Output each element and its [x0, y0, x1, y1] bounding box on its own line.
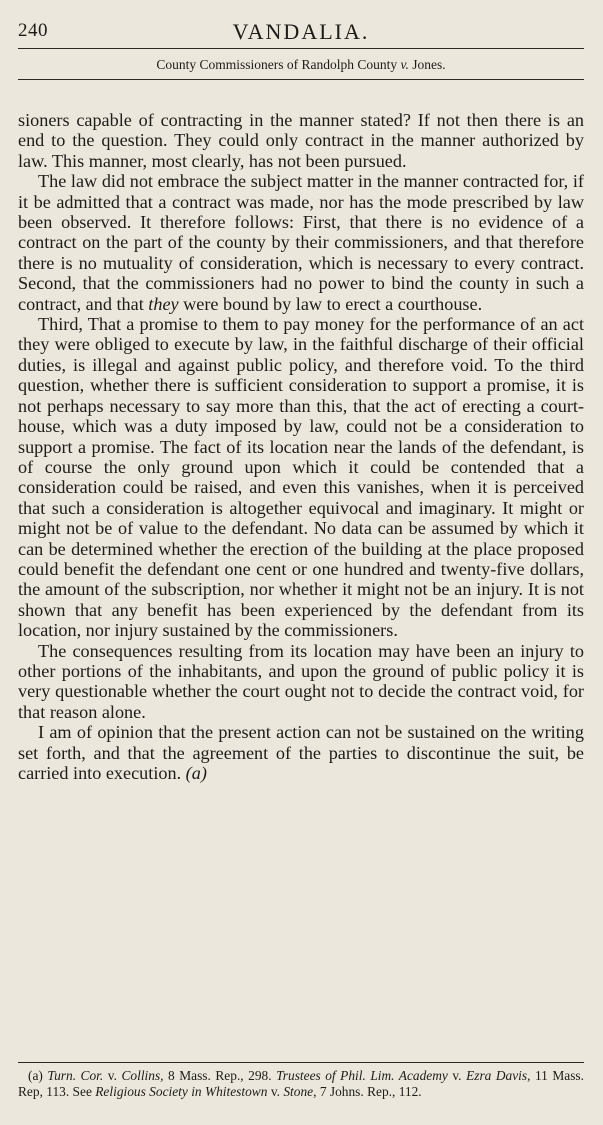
footnote-text — [18, 1068, 584, 1099]
footnote-case3-citation: 7 Johns. Rep., 112. — [319, 1083, 422, 1099]
paragraph-4: The consequences resulting from its location may have been an injury to other portions of the inhabitants, and upon the ground of public policy it is very questionable whether the court ought not to decide the contract void, for that reason alone. — [18, 640, 584, 722]
case-caption — [18, 49, 584, 79]
opinion-text — [18, 110, 584, 783]
paragraph-2-emphasis: they — [148, 293, 179, 314]
footnote-case1-party: Collins, — [121, 1068, 164, 1083]
footnote-case1-versus: v. — [107, 1068, 117, 1083]
page-number: 240 — [18, 20, 48, 41]
footnote-case2-party: Ezra Davis, — [466, 1068, 531, 1083]
footnote-case3-name: Religious Society in Whitestown — [95, 1083, 268, 1099]
running-head — [18, 18, 584, 48]
caption-rule — [18, 79, 584, 80]
footnote — [18, 1068, 584, 1099]
footnote-case3-party: Stone, — [283, 1083, 317, 1099]
paragraph-1: sioners capable of contracting in the manner stated? If not then there is an end to the question. They could only contract in the manner authorized by law. This manner, most clearly, has not been pursued. — [18, 110, 584, 171]
footnote-rule — [18, 1062, 584, 1063]
footnote-case2-versus: v. — [452, 1068, 462, 1083]
case-versus: v. — [400, 57, 409, 72]
footnote-case3-versus: v. — [270, 1083, 280, 1099]
case-defendant: Jones. — [412, 57, 446, 72]
footnote-case1-citation: 8 Mass. Rep., 298. — [168, 1068, 272, 1083]
paragraph-2-end: were bound by law to erect a courthouse. — [183, 293, 483, 314]
footnote-reference: (a) — [185, 763, 207, 783]
footnote-case2-citation: 11 Mass. Rep, 113. See — [18, 1068, 584, 1099]
footnote-case1-name: Turn. Cor. — [47, 1068, 104, 1083]
case-plaintiff: County Commissioners of Randolph County — [156, 57, 398, 72]
footnote-case2-name: Trustees of Phil. Lim. Academy — [276, 1068, 448, 1083]
running-title: VANDALIA. — [232, 19, 370, 44]
footnote-marker: (a) — [28, 1068, 43, 1083]
paragraph-2-text: The law did not embrace the subject matter in the manner contracted for, if it be admitted that a contract was made, nor has the mode prescribed by law been observed. It therefore follows: First, that there is no evidence of a contract on the part of the county by their commissioners, and that therefore there is no mutuality of consideration, which is necessary to every contract. Second, that the commissioners had no power to bind the county in such a contract, and that — [18, 171, 584, 314]
book-page — [18, 18, 584, 1118]
paragraph-5-text: I am of opinion that the present action can not be sustained on the writing set forth, and that the agreement of the parties to discontinue the suit, be carried into execution. — [18, 722, 584, 783]
paragraph-2 — [18, 171, 584, 314]
paragraph-3: Third, That a promise to them to pay money for the performance of an act they were obliged to execute by law, in the faithful discharge of their official duties, is illegal and against public policy, and therefore void. To the third question, whether there is sufficient consideration to support a promise, it is not perhaps necessary to say more than this, that the act of erecting a court-house, which was a duty imposed by law, could not be a consideration to support a promise. The fact of its location near the lands of the defendant, is of course the only ground upon which it could be contended that a consideration could be raised, and even this vanishes, when it is perceived that such a consideration is altogether equivocal and imaginary. It might or might not be of value to the defendant. No data can be assumed by which it can be determined whether the erection of the building at the place proposed could benefit the defendant one cent or one hundred and twenty-five dollars, the amount of the subscription, nor whether it might not be an injury. It is not shown that any benefit has been experienced by the defendant from its location, nor injury sustained by the commissioners. — [18, 314, 584, 641]
paragraph-5 — [18, 722, 584, 783]
